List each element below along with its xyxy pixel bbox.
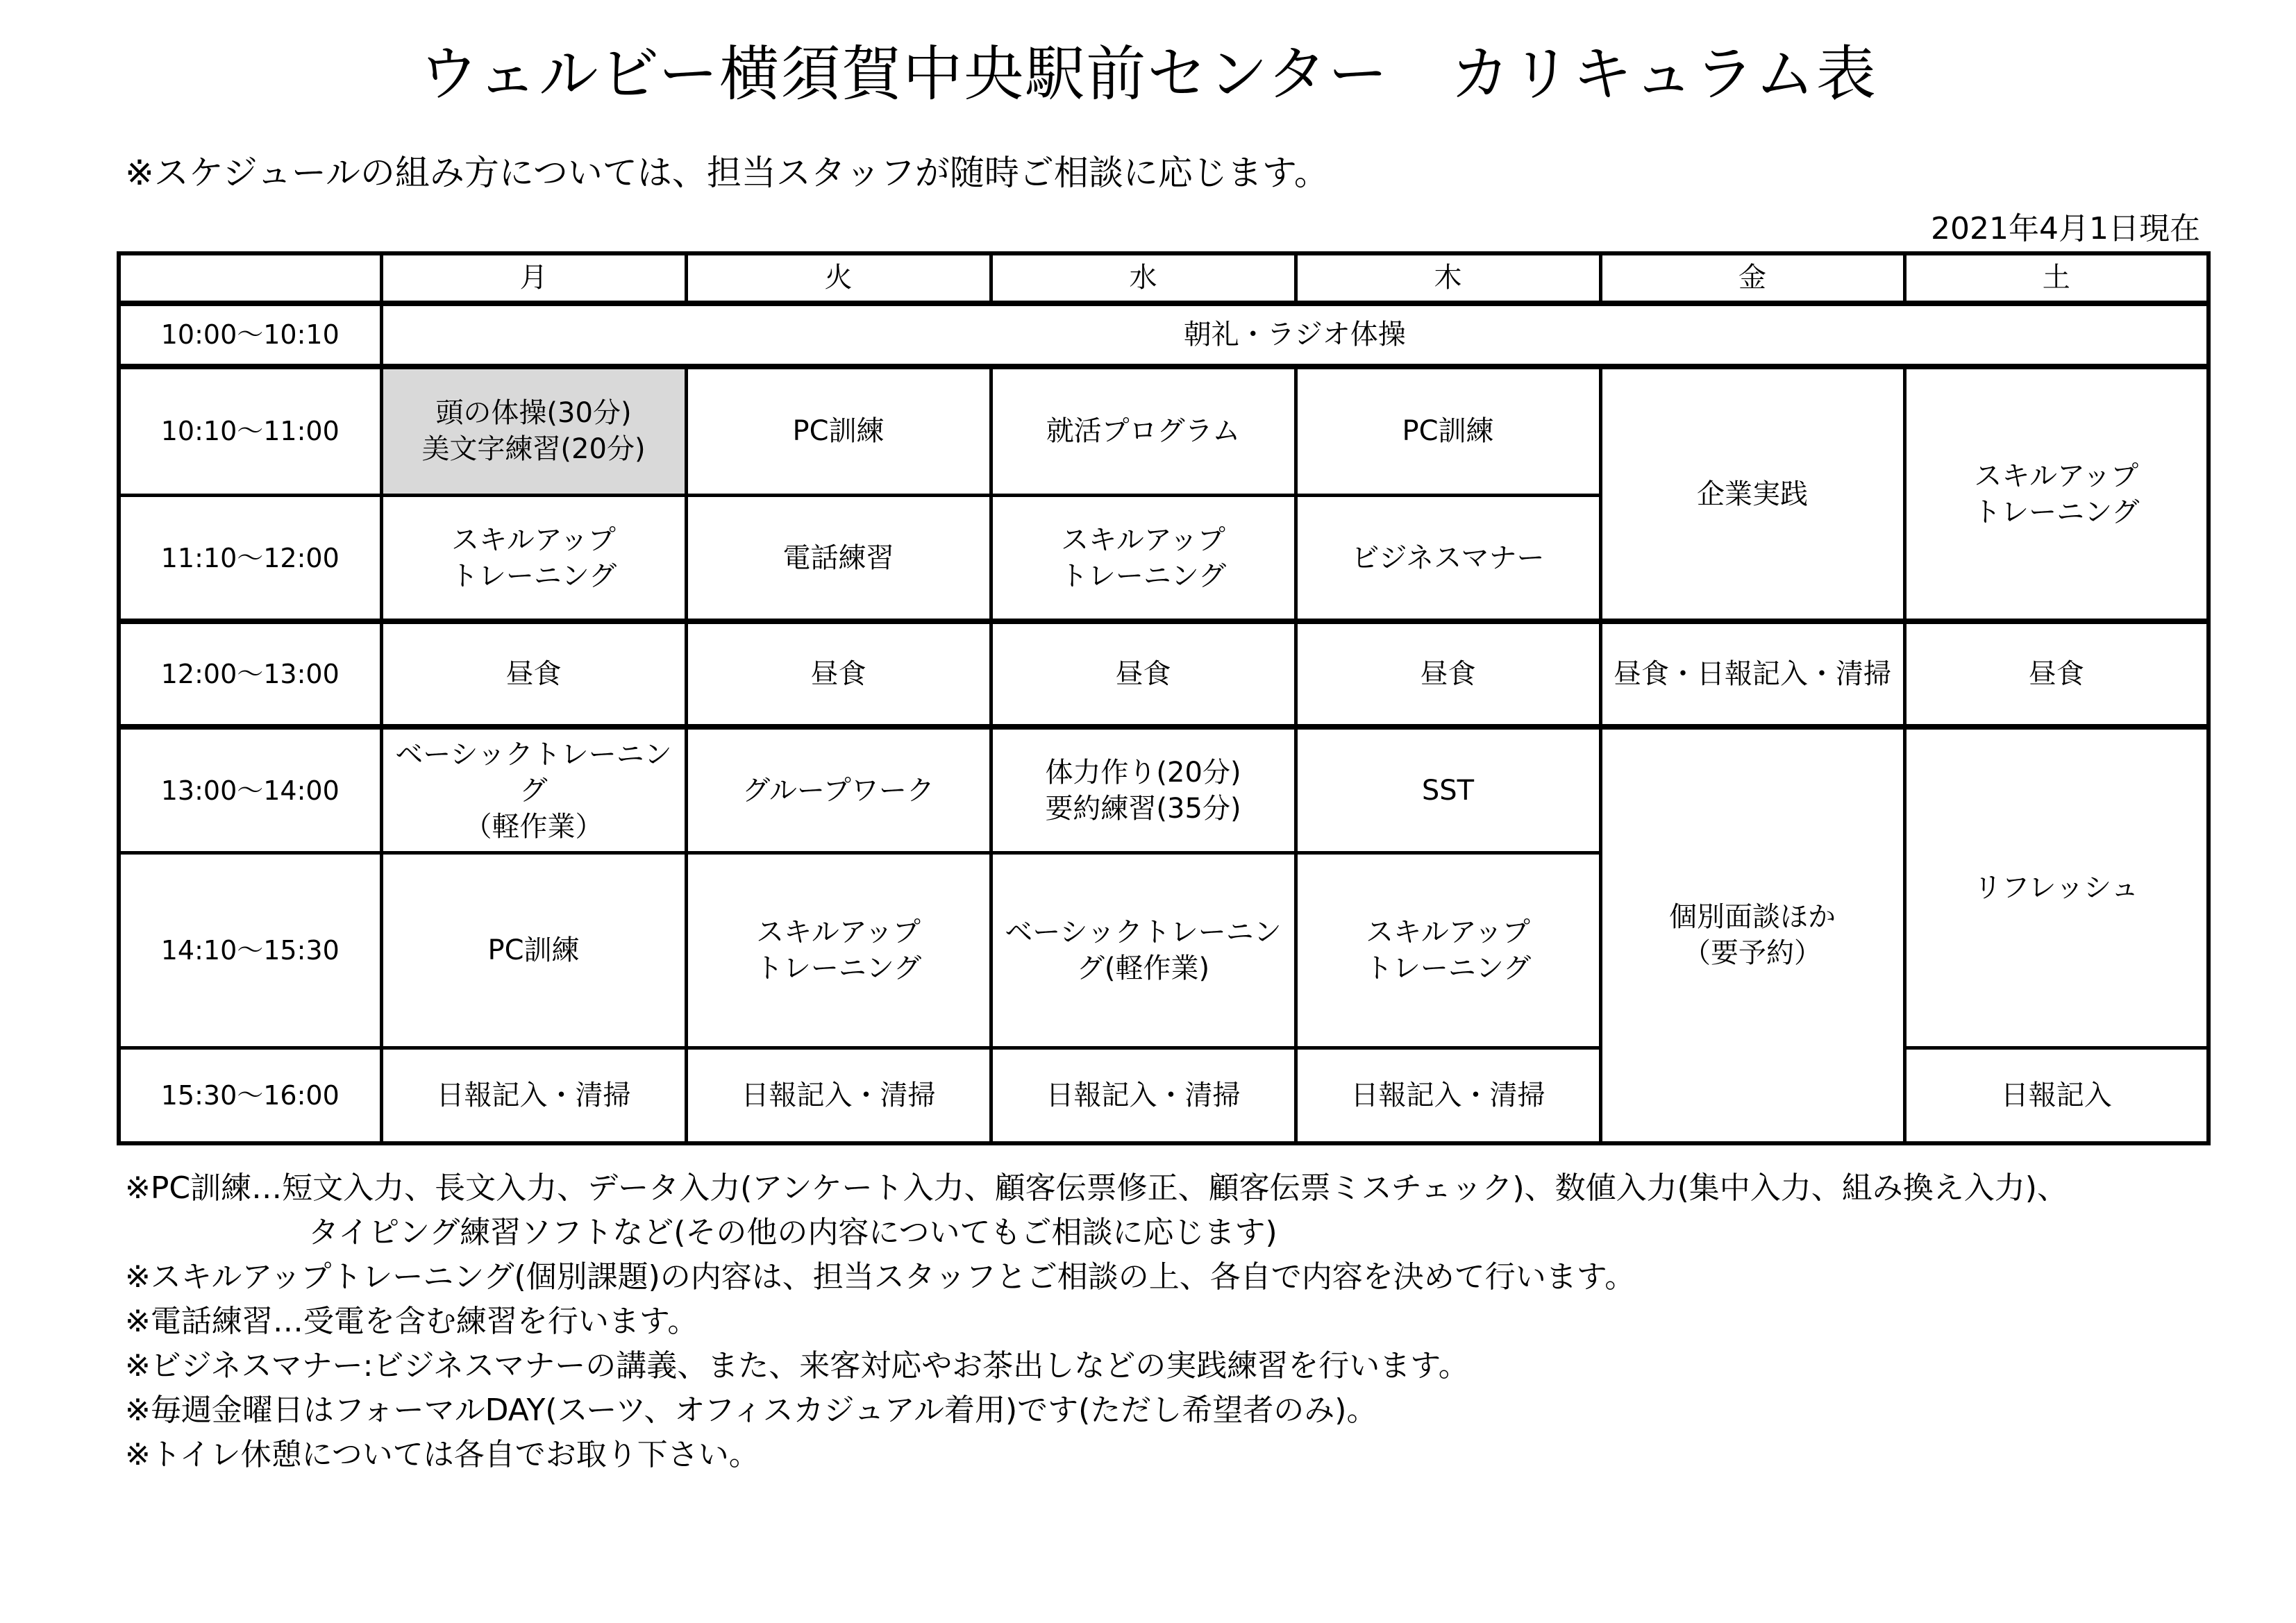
- cell-text: PC訓練: [792, 415, 885, 448]
- schedule-cell-sat-pm: [1904, 727, 2209, 1048]
- schedule-cell: [991, 367, 1296, 496]
- cell-text: 日報記入: [2000, 1079, 2112, 1112]
- page-title: ウェルビー横須賀中央駅前センター カリキュラム表: [419, 40, 1877, 109]
- schedule-cell: [686, 496, 991, 622]
- cell-text: 昼食: [1115, 658, 1171, 691]
- cell-text: 昼食: [2028, 658, 2084, 691]
- cell-text: ベーシックトレーニン グ(軽作業): [1005, 916, 1282, 985]
- schedule-cell: [1600, 621, 1904, 727]
- note-line: ※電話練習…受電を含む練習を行います。: [125, 1304, 698, 1339]
- cell-text: スキルアップ トレーニング: [1364, 916, 1532, 985]
- cell-text: スキルアップ トレーニング: [450, 523, 617, 592]
- schedule-cell: [1296, 727, 1600, 853]
- cell-text: スキルアップ トレーニング: [1973, 460, 2140, 528]
- schedule-cell: [381, 727, 686, 853]
- schedule-cell: [686, 1048, 991, 1143]
- time-cell: 12:00〜13:00: [119, 621, 381, 727]
- schedule-cell: [991, 1048, 1296, 1143]
- header-day-sat: 土: [1904, 253, 2209, 303]
- note-line: ※PC訓練…短文入力、長文入力、データ入力(アンケート入力、顧客伝票修正、顧客伝票ミスチェック)、数値入力(集中入力、組み換え入力)、: [125, 1170, 2068, 1206]
- table-header-row: [119, 253, 2209, 303]
- note-line: ※トイレ休憩については各自でお取り下さい。: [125, 1437, 760, 1472]
- schedule-cell: [1904, 1048, 2209, 1143]
- schedule-cell-fri-pm: [1600, 727, 1904, 1143]
- note-line: ※スキルアップトレーニング(個別課題)の内容は、担当スタッフとご相談の上、各自で内容を決めて行います。: [125, 1259, 1636, 1295]
- schedule-cell-morning-assembly: [381, 303, 2209, 367]
- cell-text: 就活プログラム: [1046, 415, 1241, 448]
- schedule-cell: [686, 853, 991, 1048]
- cell-text: SST: [1421, 774, 1475, 807]
- cell-text: 電話練習: [782, 541, 894, 574]
- cell-text: 個別面談ほか （要予約）: [1669, 901, 1836, 970]
- cell-text: 昼食: [505, 658, 562, 691]
- time-cell: 14:10〜15:30: [119, 853, 381, 1048]
- time-cell: 10:00〜10:10: [119, 303, 381, 367]
- cell-text: リフレッシュ: [1974, 871, 2139, 904]
- header-day-mon: 月: [381, 253, 686, 303]
- schedule-cell: [686, 727, 991, 853]
- time-cell: 13:00〜14:00: [119, 727, 381, 853]
- cell-text: グループワーク: [742, 774, 935, 807]
- table-row: [119, 367, 2209, 496]
- cell-text: 日報記入・清掃: [1350, 1079, 1545, 1112]
- schedule-cell: [686, 367, 991, 496]
- time-cell: 10:10〜11:00: [119, 367, 381, 496]
- cell-text: スキルアップ トレーニング: [755, 916, 922, 985]
- schedule-cell: [991, 496, 1296, 622]
- table-row: [119, 303, 2209, 367]
- schedule-cell: [1296, 853, 1600, 1048]
- schedule-cell: [381, 853, 686, 1048]
- header-day-thu: 木: [1296, 253, 1600, 303]
- curriculum-table: [117, 251, 2211, 1145]
- note-line: ※毎週金曜日はフォーマルDAY(スーツ、オフィスカジュアル着用)です(ただし希望者のみ)。: [125, 1393, 1377, 1428]
- cell-text: 体力作り(20分) 要約練習(35分): [1045, 756, 1241, 825]
- cell-text: 企業実践: [1697, 478, 1808, 510]
- schedule-cell: [1296, 496, 1600, 622]
- schedule-cell: [1904, 621, 2209, 727]
- schedule-cell: [381, 367, 686, 496]
- cell-text: 昼食・日報記入・清掃: [1614, 658, 1891, 691]
- cell-text: 日報記入・清掃: [741, 1079, 936, 1112]
- header-day-wed: 水: [991, 253, 1296, 303]
- schedule-cell: [381, 496, 686, 622]
- header-day-tue: 火: [686, 253, 991, 303]
- cell-text: 昼食: [1420, 658, 1476, 691]
- curriculum-table-container: [117, 251, 2206, 1145]
- schedule-cell: [991, 853, 1296, 1048]
- schedule-cell: [1296, 367, 1600, 496]
- schedule-cell: [381, 621, 686, 727]
- time-cell: 15:30〜16:00: [119, 1048, 381, 1143]
- cell-text: 頭の体操(30分) 美文字練習(20分): [421, 397, 646, 466]
- schedule-cell: [1296, 621, 1600, 727]
- schedule-cell: [991, 727, 1296, 853]
- cell-text: 朝礼・ラジオ体操: [1183, 319, 1406, 351]
- note-line: ※ビジネスマナー:ビジネスマナーの講義、また、来客対応やお茶出しなどの実践練習を行います。: [125, 1348, 1469, 1384]
- schedule-cell: [991, 621, 1296, 727]
- table-row: [119, 727, 2209, 853]
- notes-section: [125, 1166, 2068, 1477]
- page-subtitle: ※スケジュールの組み方については、担当スタッフが随時ご相談に応じます。: [125, 153, 1329, 193]
- cell-text: PC訓練: [487, 934, 580, 967]
- cell-text: 日報記入・清掃: [436, 1079, 631, 1112]
- schedule-cell-fri-am: [1600, 367, 1904, 622]
- cell-text: PC訓練: [1402, 415, 1494, 448]
- cell-text: ベーシックトレーニン グ （軽作業）: [395, 738, 672, 843]
- time-cell: 11:10〜12:00: [119, 496, 381, 622]
- cell-text: スキルアップ トレーニング: [1059, 523, 1227, 592]
- cell-text: 日報記入・清掃: [1046, 1079, 1241, 1112]
- schedule-cell: [686, 621, 991, 727]
- schedule-cell: [381, 1048, 686, 1143]
- note-line: タイピング練習ソフトなど(その他の内容についてもご相談に応じます): [308, 1215, 1277, 1250]
- schedule-cell-sat-am: [1904, 367, 2209, 622]
- cell-text: ビジネスマナー: [1351, 541, 1545, 574]
- as-of-date: 2021年4月1日現在: [1931, 211, 2200, 246]
- schedule-cell: [1296, 1048, 1600, 1143]
- table-row: [119, 621, 2209, 727]
- header-day-fri: 金: [1600, 253, 1904, 303]
- cell-text: 昼食: [810, 658, 866, 691]
- header-corner-cell: [119, 253, 381, 303]
